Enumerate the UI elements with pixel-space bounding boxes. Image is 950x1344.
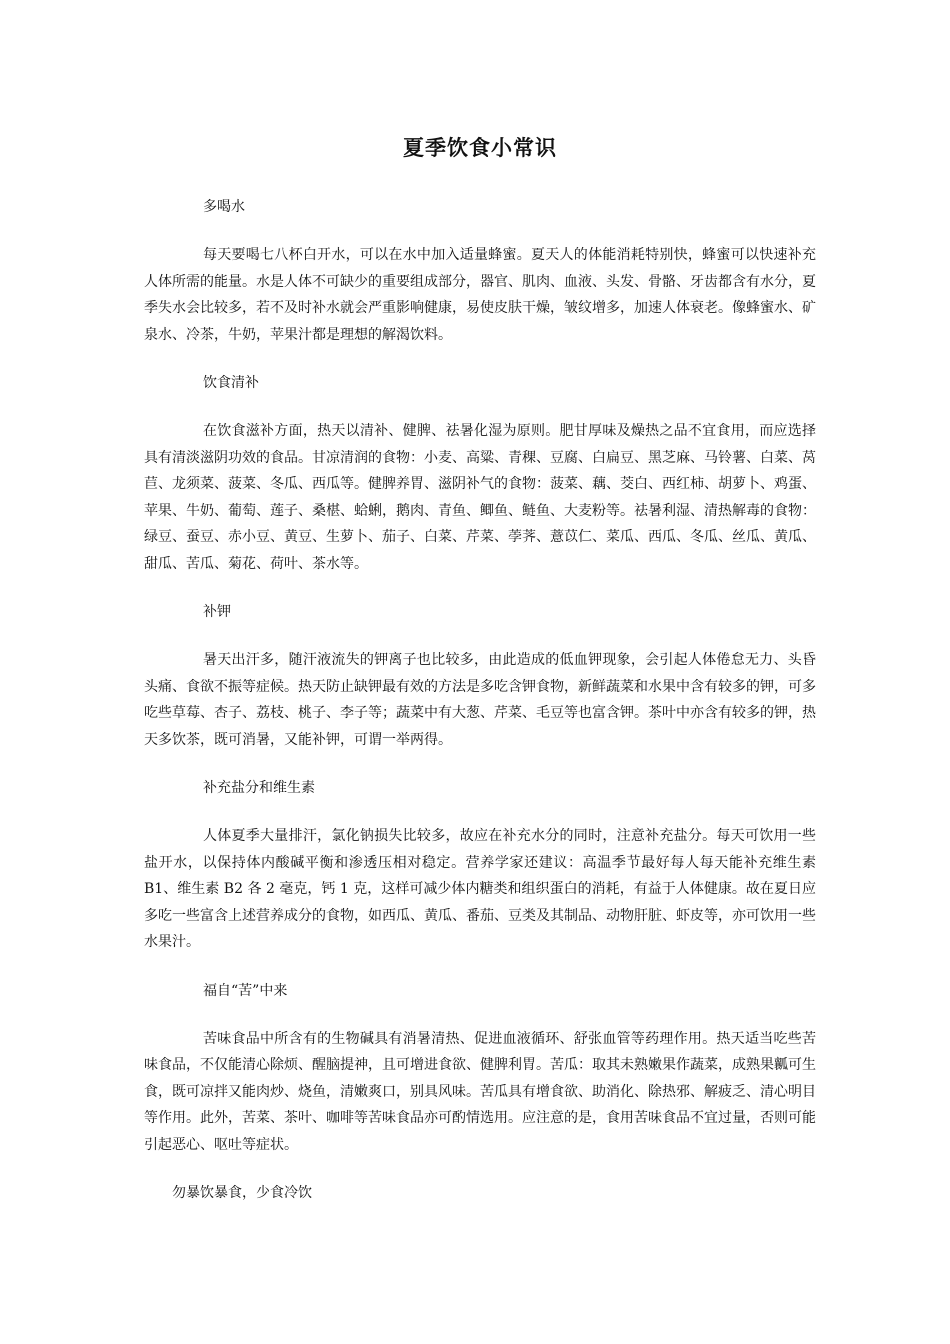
section-body: 在饮食滋补方面，热天以清补、健脾、祛暑化湿为原则。肥甘厚味及燥热之品不宜食用，而应选择具有清淡滋阴功效的食品。甘凉清润的食物：小麦、高粱、青稞、豆腐、白扁豆、黑芝麻、马铃薯、白菜、莴苣、龙须菜、菠菜、冬瓜、西瓜等。健脾养胃、滋阴补气的食物：菠菜、藕、茭白、西红柿、胡萝卜、鸡蛋、苹果、牛奶、葡萄、莲子、桑椹、蛤蜊，鹅肉、青鱼、鲫鱼、鲢鱼、大麦粉等。祛暑利湿、清热解毒的食物：绿豆、蚕豆、赤小豆、黄豆、生萝卜、茄子、白菜、芹菜、荸荠、薏苡仁、菜瓜、西瓜、冬瓜、丝瓜、黄瓜、甜瓜、苦瓜、菊花、荷叶、茶水等。 <box>144 423 816 572</box>
section-heading: 饮食清补 <box>203 375 259 391</box>
section-heading-overeating: 勿暴饮暴食，少食冷饮 <box>172 1185 312 1201</box>
section-salt-vitamins <box>144 775 816 956</box>
section-heading: 福自“苦”中来 <box>203 982 288 999</box>
section-heading: 补充盐分和维生素 <box>203 780 315 796</box>
section-water <box>144 194 816 348</box>
section-body: 每天要喝七八杯白开水，可以在水中加入适量蜂蜜。夏天人的体能消耗特别快，蜂蜜可以快速补充人体所需的能量。水是人体不可缺少的重要组成部分，器官、肌肉、血液、头发、骨骼、牙齿都含有水分，夏季失水会比较多，若不及时补水就会严重影响健康，易使皮肤干燥，皱纹增多，加速人体衰老。像蜂蜜水、矿泉水、冷茶，牛奶，苹果汁都是理想的解渴饮料。 <box>144 247 816 343</box>
section-heading: 补钾 <box>203 604 231 620</box>
section-diet <box>144 370 816 577</box>
section-body: 苦味食品中所含有的生物碱具有消暑清热、促进血液循环、舒张血管等药理作用。热天适当吃些苦味食品，不仅能清心除烦、醒脑提神，且可增进食欲、健脾利胃。苦瓜：取其未熟嫩果作蔬菜，成熟果瓤可生食，既可凉拌又能肉炒、烧鱼，清嫩爽口，别具风味。苦瓜具有增食欲、助消化、除热邪、解疲乏、清心明目等作用。此外，苦菜、茶叶、咖啡等苦味食品亦可酌情选用。应注意的是，食用苦味食品不宜过量，否则可能引起恶心、呕吐等症状。 <box>144 1030 816 1153</box>
section-bitter <box>144 978 816 1159</box>
document-page <box>144 128 816 1228</box>
section-body: 暑天出汗多，随汗液流失的钾离子也比较多，由此造成的低血钾现象，会引起人体倦怠无力、头昏头痛、食欲不振等症候。热天防止缺钾最有效的方法是多吃含钾食物，新鲜蔬菜和水果中含有较多的钾，可多吃些草莓、杏子、荔枝、桃子、李子等；蔬菜中有大葱、芹菜、毛豆等也富含钾。茶叶中亦含有较多的钾，热天多饮茶，既可消暑，又能补钾，可谓一举两得。 <box>144 652 816 748</box>
document-title: 夏季饮食小常识 <box>403 136 557 160</box>
section-body: 人体夏季大量排汗，氯化钠损失比较多，故应在补充水分的同时，注意补充盐分。每天可饮用一些盐开水，以保持体内酸碱平衡和渗透压相对稳定。营养学家还建议：高温季节最好每人每天能补充维生素 B1、维生素 B2 各 2 毫克，钙 1 克，这样可减少体内糖类和组织蛋白的消耗，有益于人体健康。故在夏日应多吃一些富含上述营养成分的食物，如西瓜、黄瓜、番茄、豆类及其制品、动物肝脏、虾皮等，亦可饮用一些水果汁。 <box>144 828 816 950</box>
section-heading: 多喝水 <box>203 199 245 215</box>
section-potassium <box>144 599 816 753</box>
